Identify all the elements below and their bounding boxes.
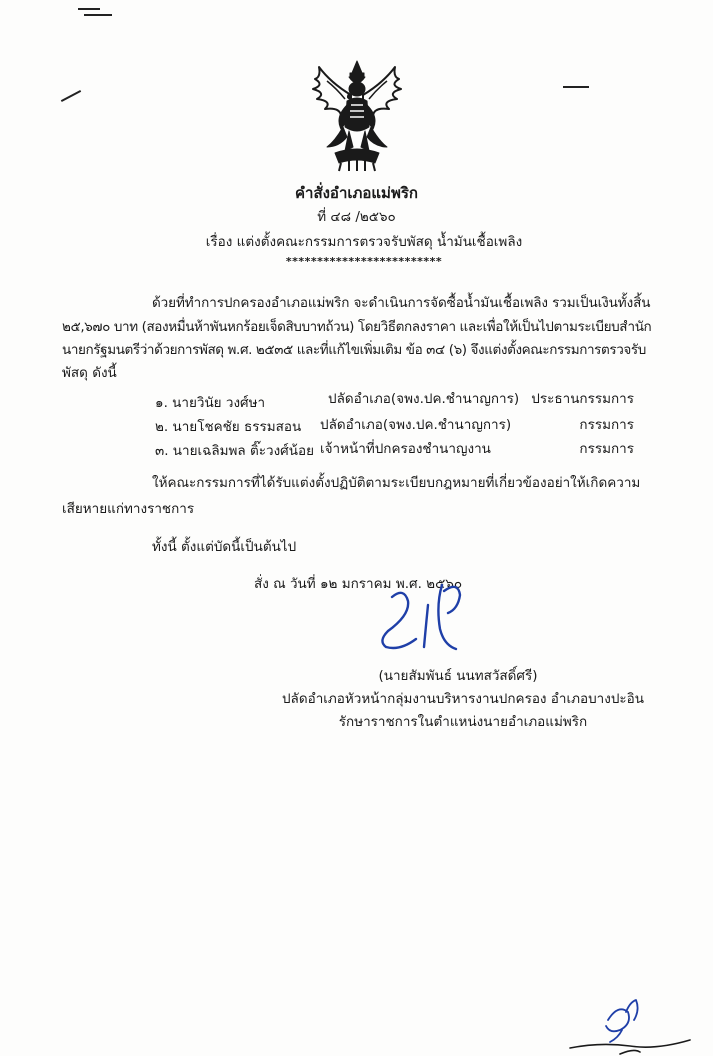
member-3-name: ๓. นายเฉลิมพล ติ๊ะวงศ์น้อย [155,443,314,459]
signer-name: (นายสัมพันธ์ นนทสวัสดิ์ศรี) [378,668,538,684]
garuda-emblem-icon [305,55,409,173]
signer-title-line-2: รักษาราชการในตำแหน่งนายอำเภอแม่พริก [338,714,588,730]
paragraph-3: ทั้งนี้ ตั้งแต่บัดนี้เป็นต้นไป [152,539,297,555]
member-3-role: กรรมการ [579,441,634,457]
member-2-name: ๒. นายโชคชัย ธรรมสอน [155,419,302,435]
paragraph-1-line-2: ๒๕,๖๗๐ บาท (สองหมื่นห้าพันหกร้อยเจ็ดสิบบาทถ้วน) โดยวิธีตกลงราคา และเพื่อให้เป็นไปตามระเบียบสำนัก [62,319,652,335]
handwritten-signature [370,575,470,665]
member-3-position: เจ้าหน้าที่ปกครองชำนาญงาน [320,441,491,457]
member-2-role: กรรมการ [579,417,634,433]
divider-stars: ************************* [285,255,443,268]
member-2-position: ปลัดอำเภอ(จพง.ปค.ชำนาญการ) [320,417,512,433]
member-1-name: ๑. นายวินัย วงศ์ษา [155,395,266,411]
order-number: ที่ ๔๘ /๒๕๖๐ [317,209,396,225]
paragraph-1-line-4: พัสดุ ดังนี้ [62,365,117,381]
page-title: คำสั่งอำเภอแม่พริก [295,184,418,202]
scan-mark-right [563,86,589,88]
subject-line: เรื่อง แต่งตั้งคณะกรรมการตรวจรับพัสดุ น้ำมันเชื้อเพลิง [205,234,523,250]
paragraph-2-line-1: ให้คณะกรรมการที่ได้รับแต่งตั้งปฏิบัติตามระเบียบกฎหมายที่เกี่ยวข้องอย่าให้เกิดความ [152,475,641,491]
order-date: สั่ง ณ วันที่ ๑๒ มกราคม พ.ศ. ๒๕๖๐ [254,576,463,592]
scan-mark-left [61,90,81,102]
member-1-position: ปลัดอำเภอ(จพง.ปค.ชำนาญการ) [328,391,520,407]
scan-mark-top-left [78,8,100,10]
paragraph-1-line-3: นายกรัฐมนตรีว่าด้วยการพัสดุ พ.ศ. ๒๕๓๕ และที่แก้ไขเพิ่มเติม ข้อ ๓๔ (๖) จึงแต่งตั้งคณะกรรมการตรวจรับ [62,342,646,358]
paragraph-2-line-2: เสียหายแก่ทางราชการ [62,501,195,517]
scan-mark-top-left-2 [84,14,112,16]
handwritten-initials [560,990,710,1056]
paragraph-1-line-1: ด้วยที่ทำการปกครองอำเภอแม่พริก จะดำเนินการจัดซื้อน้ำมันเชื้อเพลิง รวมเป็นเงินทั้งสิ้น [152,295,651,311]
member-1-role: ประธานกรรมการ [531,391,634,407]
signer-title-line-1: ปลัดอำเภอหัวหน้ากลุ่มงานบริหารงานปกครอง อำเภอบางปะอิน [281,691,645,707]
